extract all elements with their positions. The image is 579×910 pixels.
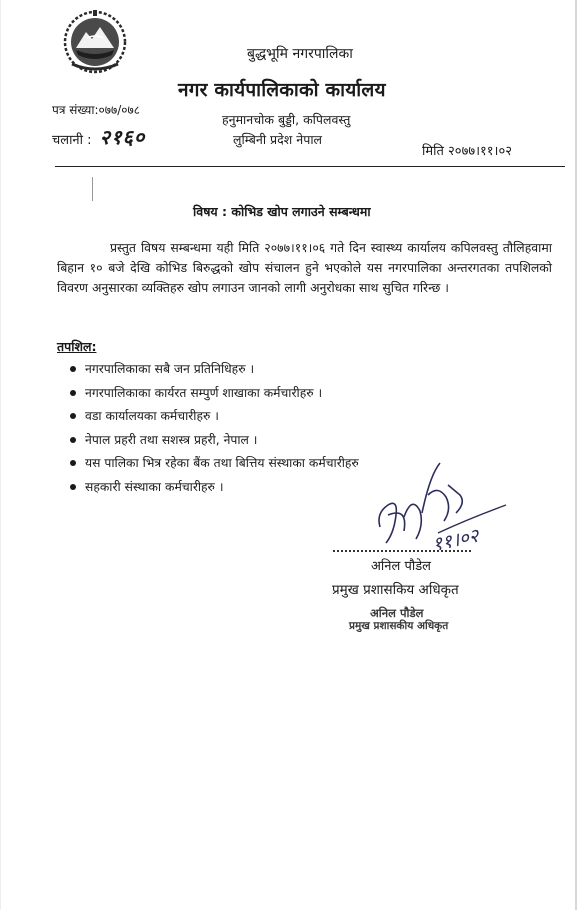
bullet-icon	[70, 390, 76, 396]
list-title: तपशिल:	[57, 339, 97, 354]
signature-line	[333, 550, 471, 552]
list-item: यस पालिका भित्र रहेका बैंक तथा बित्तिय संस्थाका कर्मचारीहरु	[70, 454, 359, 478]
list-item: नगरपालिकाका कार्यरत सम्पुर्ण शाखाका कर्मचारीहरु ।	[70, 384, 359, 408]
address-line-2: लुम्बिनी प्रदेश नेपाल	[233, 132, 323, 147]
signatory-designation: प्रमुख प्रशासकिय अधिकृत	[332, 582, 459, 598]
list-item: सहकारी संस्थाका कर्मचारीहरु ।	[70, 478, 359, 502]
dispatch-number: २१६०	[99, 125, 146, 149]
list-item: नेपाल प्रहरी तथा सशस्त्र प्रहरी, नेपाल ।	[70, 431, 359, 455]
municipality-name: बुद्धभूमि नगरपालिका	[247, 46, 353, 62]
handwritten-signature	[368, 455, 518, 565]
list-item: नगरपालिकाका सबै जन प्रतिनिधिहरु ।	[70, 360, 359, 384]
letter-body	[57, 238, 552, 298]
bullet-icon	[70, 437, 76, 443]
list-item: वडा कार्यालयका कर्मचारीहरु ।	[70, 407, 359, 431]
nepal-government-emblem-icon	[62, 8, 128, 74]
office-title: नगर कार्यपालिकाको कार्यालय	[178, 79, 386, 101]
dispatch-label: चलानी :	[52, 133, 92, 148]
letter-date: मिति २०७७।११।०२	[422, 144, 512, 159]
header-divider	[55, 166, 565, 167]
scan-edge-left	[0, 0, 1, 910]
dispatch-line	[52, 123, 145, 150]
margin-mark	[92, 177, 93, 201]
scan-edge-right	[575, 0, 577, 910]
recipient-list	[70, 360, 359, 501]
bullet-icon	[70, 484, 76, 490]
bullet-icon	[70, 460, 76, 466]
stamp-designation: प्रमुख प्रशासकीय अधिकृत	[349, 620, 449, 632]
address-line-1: हनुमानचोक बुड्डी, कपिलवस्तु	[222, 112, 351, 127]
stamp-name: अनिल पौडेल	[370, 606, 424, 620]
reference-number: पत्र संख्या:०७७/०७८	[52, 103, 140, 117]
letter-subject: विषय : कोभिड खोप लगाउने सम्बन्धमा	[193, 204, 371, 219]
signature-date: ११।०२	[430, 524, 481, 556]
bullet-icon	[70, 413, 76, 419]
signatory-name: अनिल पौडेल	[371, 559, 431, 574]
letter-body-text: प्रस्तुत विषय सम्बन्धमा यही मिति २०७७।११।०६ गते दिन स्वास्थ्य कार्यालय कपिलवस्तु तौलिहवामा बिहान १० बजे देखि कोभिड बिरुद्धको खोप संचालन हुने भएकोले यस नगरपालिका अन्तरगतका तपशिलको विवरण अनुसारका व्यक्तिहरु खोप लगाउन जानको लागी अनुरोधका साथ सुचित गरिन्छ ।	[57, 240, 552, 295]
bullet-icon	[70, 366, 76, 372]
